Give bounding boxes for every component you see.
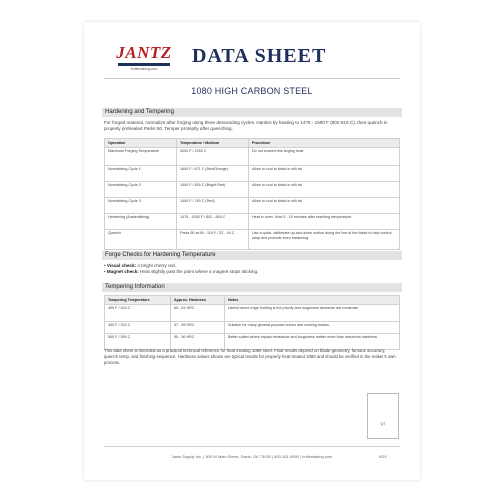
page-footer: Jantz Supply Inc. | 309 W Main Street, Davis, OK 73030 | 800-351-8900 | knifemaking.com bbox=[171, 454, 333, 459]
forge-check-list bbox=[104, 263, 400, 276]
table-row bbox=[105, 197, 400, 213]
list-item: • Magnet check: Heat slightly past the point where a magnet stops sticking. bbox=[104, 269, 259, 275]
section-heading-hardening: Hardening and Tempering bbox=[102, 108, 402, 117]
list-item-label: Magnet check: bbox=[106, 269, 139, 275]
table-cell: Normalizing Cycle 3 bbox=[105, 197, 177, 213]
table-cell: Do not exceed this forging heat. bbox=[249, 147, 400, 165]
table-cell: Allow to cool to black in still air. bbox=[249, 165, 400, 181]
table-row bbox=[105, 229, 400, 249]
hardening-table bbox=[104, 138, 400, 250]
table-cell: Maximum Forging Temperature bbox=[105, 147, 177, 165]
table-row bbox=[105, 213, 400, 229]
data-sheet-page bbox=[84, 22, 420, 480]
table-cell: Hardening (Austenitizing) bbox=[105, 213, 177, 229]
column-header: Tempering Temperature bbox=[105, 296, 171, 305]
table-row bbox=[105, 333, 400, 349]
table-cell: 2000 F / 1093 C bbox=[177, 147, 249, 165]
table-cell: 500 F / 260 C bbox=[105, 333, 171, 349]
section-heading-tempering: Tempering Information bbox=[102, 283, 402, 292]
table-cell: Allow to cool to black in still air. bbox=[249, 197, 400, 213]
column-header: Procedure bbox=[249, 139, 400, 148]
table-cell: Allow to cool to black in still air. bbox=[249, 181, 400, 197]
table-cell: 1475 - 1500 F / 802 - 816 C bbox=[177, 213, 249, 229]
column-header: Notes bbox=[225, 296, 400, 305]
section-heading-forge-checks: Forge Checks for Hardening Temperature bbox=[102, 251, 402, 260]
table-cell: 450 F / 232 C bbox=[105, 321, 171, 333]
table-row bbox=[105, 147, 400, 165]
logo-wordmark: JANTZ bbox=[116, 43, 172, 62]
jantz-logo bbox=[116, 44, 172, 71]
list-item: • Visual check: A bright cherry red. bbox=[104, 263, 177, 268]
logo-underline bbox=[118, 63, 170, 66]
table-header-row bbox=[105, 139, 400, 148]
table-cell: Use a quick, deliberate up-and-down motion along the line of the blade to help control warp and promote even hardening. bbox=[249, 229, 400, 249]
stamp-line-2: BOX bbox=[379, 455, 387, 459]
hardening-intro: For forged material, normalize after forging using three descending cycles. Harden by heating to 1475 - 1500 F (802-816 C), then quench in properly preheated Parks 50. Temper promptly after quenching. bbox=[104, 120, 388, 132]
table-cell: Parks 50 at 90 - 110 F / 32 - 44 C bbox=[177, 229, 249, 249]
table-row bbox=[105, 304, 400, 321]
table-row bbox=[105, 165, 400, 181]
list-item-text: A bright cherry red. bbox=[137, 263, 177, 268]
table-cell: Suitable for many general-purpose knives and working blades. bbox=[225, 321, 400, 333]
table-cell: Better suited where impact resistance and toughness matter more than maximum hardness. bbox=[225, 333, 400, 349]
table-header-row bbox=[105, 296, 400, 305]
document-subtitle: 1080 HIGH CARBON STEEL bbox=[191, 86, 313, 96]
disclaimer-text: This data sheet is intended as a practical technical reference for heat treating 1080 steel. Final results depend on blade geometry, furnace accuracy, quench temp, and finishing sequence. Hardness values shown are typical results for properly heat treated 1080 and should be verified in the maker's own process. bbox=[104, 348, 396, 365]
table-row bbox=[105, 321, 400, 333]
logo-tagline: Knifemaking.com bbox=[130, 67, 158, 71]
table-cell: 55 - 56 HRC bbox=[171, 333, 225, 349]
table-cell: Useful where edge holding is the priority and toughness demands are moderate. bbox=[225, 304, 400, 321]
table-cell: 400 F / 204 C bbox=[105, 304, 171, 321]
list-item-label: Visual check: bbox=[106, 263, 137, 268]
header-divider bbox=[104, 78, 400, 79]
column-header: Approx. Hardness bbox=[171, 296, 225, 305]
table-cell: 1400 F / 760 C (Red) bbox=[177, 197, 249, 213]
table-cell: Normalizing Cycle 2 bbox=[105, 181, 177, 197]
table-cell: Heat in oven. Hold 5 - 10 minutes after reaching temperature. bbox=[249, 213, 400, 229]
list-item-text: Heat slightly past the point where a magnet stops sticking. bbox=[140, 269, 259, 275]
table-cell: 1600 F / 871 C (Red/Orange) bbox=[177, 165, 249, 181]
column-header: Temperature / Medium bbox=[177, 139, 249, 148]
table-cell: Normalizing Cycle 1 bbox=[105, 165, 177, 181]
document-title: DATA SHEET bbox=[192, 45, 327, 67]
table-cell: 60 - 61 HRC bbox=[171, 304, 225, 321]
table-cell: Quench bbox=[105, 229, 177, 249]
column-header: Operation bbox=[105, 139, 177, 148]
stamp-box bbox=[367, 393, 399, 459]
table-cell: 1500 F / 816 C (Bright Red) bbox=[177, 181, 249, 197]
tempering-table bbox=[104, 295, 400, 350]
stamp-line-1: QT bbox=[380, 422, 386, 426]
footer-divider bbox=[104, 446, 400, 447]
table-row bbox=[105, 181, 400, 197]
table-cell: 57 - 59 HRC bbox=[171, 321, 225, 333]
